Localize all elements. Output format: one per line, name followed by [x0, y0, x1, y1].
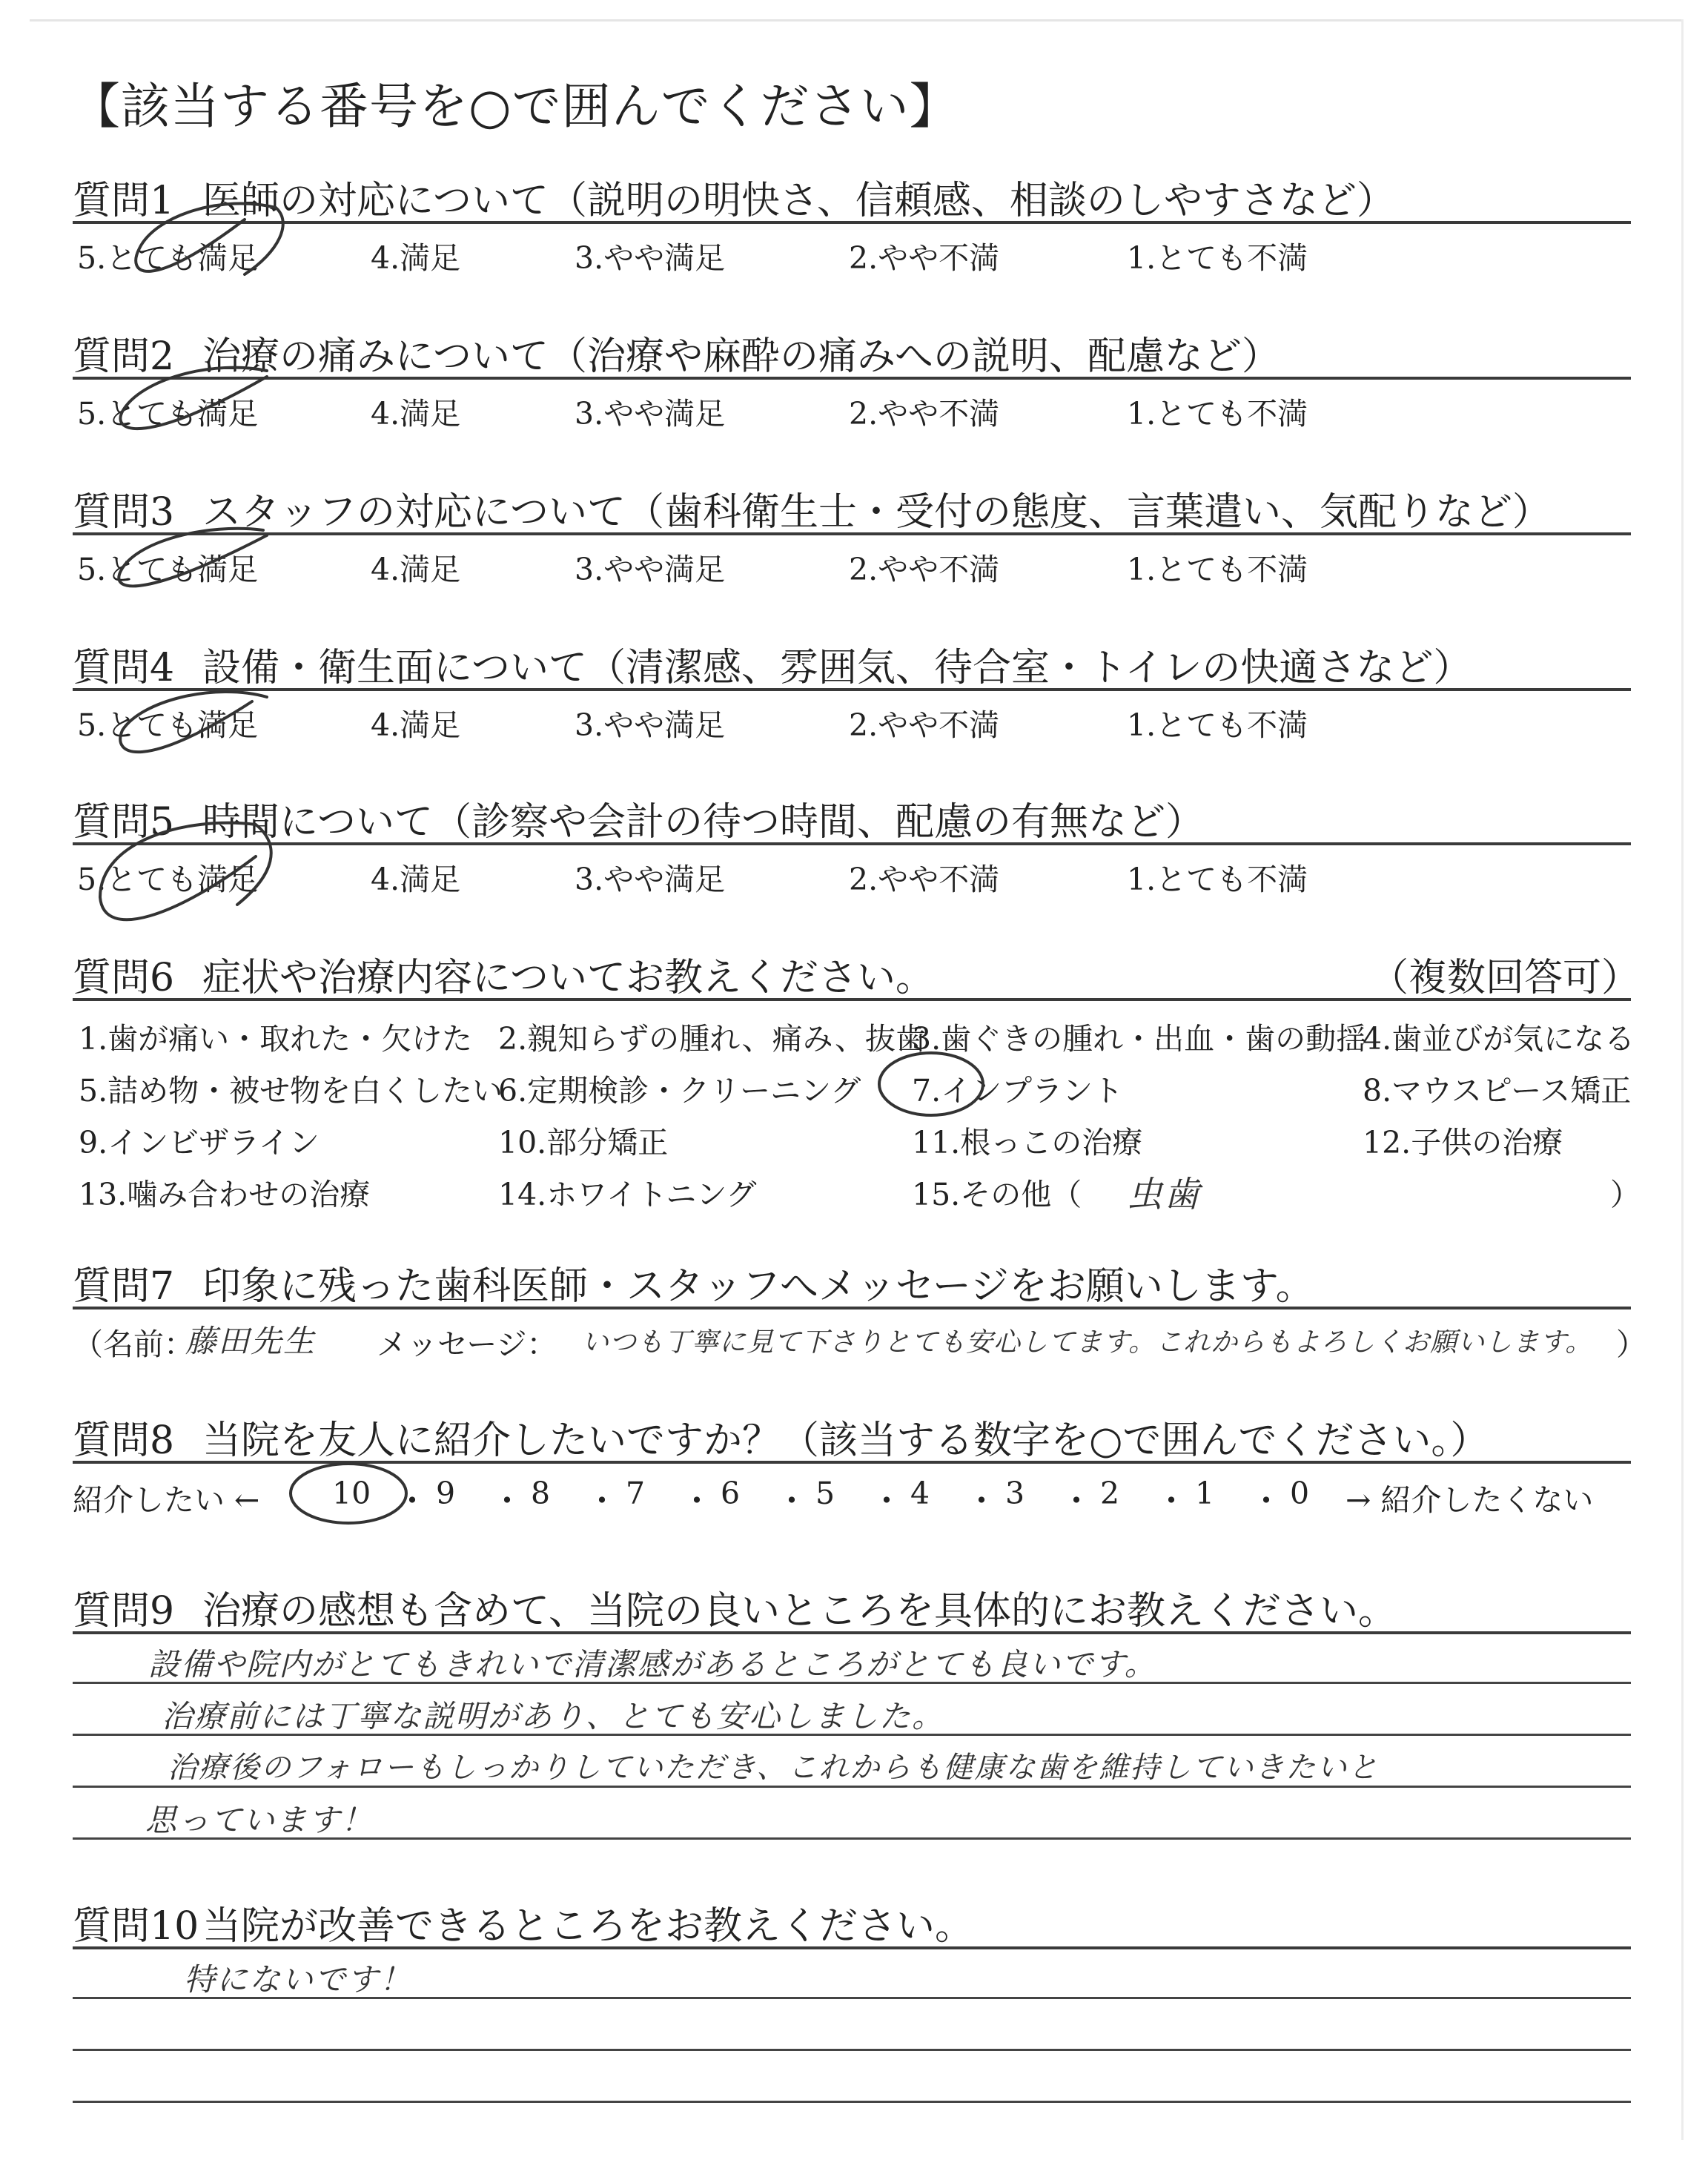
question-number: 質問7 — [73, 1264, 175, 1309]
question-rule — [73, 842, 1631, 845]
improvement-answer[interactable]: 特にないです！ — [184, 1961, 413, 1998]
question-2 — [73, 325, 1280, 380]
q1-option-3[interactable]: 3.やや満足 — [575, 240, 726, 276]
scale-1[interactable]: 1 — [1195, 1476, 1215, 1511]
q3-option-5[interactable]: 5.とても満足 — [77, 552, 259, 587]
q5-option-3[interactable]: 3.やや満足 — [575, 862, 726, 897]
answer-line-4[interactable]: 思っています！ — [145, 1802, 374, 1838]
q3-option-2[interactable]: 2.やや不満 — [849, 552, 1000, 587]
q3-option-3[interactable]: 3.やや満足 — [575, 552, 726, 587]
question-number: 質問10 — [73, 1904, 199, 1949]
message-close: ） — [1616, 1327, 1646, 1362]
scale-dot: ・ — [1250, 1482, 1282, 1520]
scan-edge-right — [1681, 19, 1684, 2140]
scale-2[interactable]: 2 — [1100, 1476, 1120, 1511]
q6-option-10[interactable]: 10.部分矯正 — [498, 1125, 669, 1160]
q3-option-1[interactable]: 1.とても不満 — [1127, 552, 1308, 587]
multiple-answers-note: （複数回答可） — [1370, 956, 1641, 1000]
q6-option-7[interactable]: 7.インプラント — [912, 1073, 1124, 1109]
scale-dot: ・ — [681, 1482, 713, 1520]
question-text: 当院が改善できるところをお教えください。 — [202, 1904, 974, 1949]
question-10 — [73, 1895, 973, 1950]
question-5 — [73, 790, 1204, 846]
q4-option-4[interactable]: 4.満足 — [371, 707, 461, 743]
instructions-header: 【該当する番号を○で囲んでください】 — [71, 78, 959, 135]
scale-dot: ・ — [1060, 1482, 1093, 1520]
question-4 — [73, 636, 1472, 692]
answer-line-2[interactable]: 治療前には丁寧な説明があり、とても安心しました。 — [162, 1698, 945, 1734]
q1-option-4[interactable]: 4.満足 — [371, 240, 461, 276]
answer-line-1[interactable]: 設備や院内がとてもきれいで清潔感があるところがとても良いです。 — [148, 1646, 1157, 1682]
question-rule — [73, 221, 1631, 224]
question-text: 医師の対応について（説明の明快さ、信頼感、相談のしやすさなど） — [202, 179, 1395, 223]
scale-5[interactable]: 5 — [815, 1476, 835, 1511]
question-number: 質問9 — [73, 1589, 175, 1634]
scale-dot: ・ — [870, 1482, 903, 1520]
scale-10[interactable]: 10 — [332, 1476, 371, 1511]
scale-dot: ・ — [775, 1482, 808, 1520]
question-text: 治療の感想も含めて、当院の良いところを具体的にお教えください。 — [202, 1589, 1397, 1634]
question-text: 当院を友人に紹介したいですか？（該当する数字を○で囲んでください。） — [202, 1418, 1489, 1463]
q5-option-5[interactable]: 5.とても満足 — [77, 862, 259, 897]
question-rule — [73, 1307, 1631, 1309]
q4-option-5[interactable]: 5.とても満足 — [77, 707, 259, 743]
question-rule — [73, 377, 1631, 380]
scale-dot: ・ — [1155, 1482, 1188, 1520]
question-rule — [73, 1631, 1631, 1634]
scale-7[interactable]: 7 — [626, 1476, 646, 1511]
question-rule — [73, 1461, 1631, 1464]
recommend-label-right: → 紹介したくない — [1345, 1482, 1594, 1518]
question-1 — [73, 169, 1395, 225]
q6-option-4[interactable]: 4.歯並びが気になる — [1363, 1021, 1635, 1057]
q2-option-5[interactable]: 5.とても満足 — [77, 396, 259, 432]
question-rule — [73, 1946, 1631, 1949]
scale-dot: ・ — [586, 1482, 618, 1520]
q5-option-2[interactable]: 2.やや不満 — [849, 862, 1000, 897]
question-text: 設備・衛生面について（清潔感、雰囲気、待合室・トイレの快適さなど） — [202, 646, 1472, 690]
question-6 — [73, 946, 934, 1002]
name-label: （名前： — [73, 1327, 194, 1362]
q6-other-close: ） — [1610, 1177, 1641, 1212]
q4-option-2[interactable]: 2.やや不満 — [849, 707, 1000, 743]
scale-6[interactable]: 6 — [721, 1476, 741, 1511]
question-text: 時間について（診察や会計の待つ時間、配慮の有無など） — [202, 800, 1204, 845]
question-9 — [73, 1579, 1397, 1635]
question-number: 質問3 — [73, 490, 175, 535]
q6-option-2[interactable]: 2.親知らずの腫れ、痛み、抜歯 — [498, 1021, 927, 1057]
question-7 — [73, 1255, 1314, 1310]
question-rule — [73, 998, 1631, 1001]
q6-option-14[interactable]: 14.ホワイトニング — [498, 1177, 757, 1212]
scale-9[interactable]: 9 — [436, 1476, 456, 1511]
q2-option-4[interactable]: 4.満足 — [371, 396, 461, 432]
question-rule — [73, 532, 1631, 535]
question-number: 質問4 — [73, 646, 175, 690]
q1-option-1[interactable]: 1.とても不満 — [1127, 240, 1308, 276]
scale-4[interactable]: 4 — [910, 1476, 930, 1511]
scale-dot: ・ — [396, 1482, 428, 1520]
q3-option-4[interactable]: 4.満足 — [371, 552, 461, 587]
scale-3[interactable]: 3 — [1005, 1476, 1025, 1511]
q6-option-6[interactable]: 6.定期検診・クリーニング — [498, 1073, 861, 1109]
q2-option-1[interactable]: 1.とても不満 — [1127, 396, 1308, 432]
writing-line — [73, 2101, 1631, 2103]
scale-0[interactable]: 0 — [1290, 1476, 1310, 1511]
question-number: 質問1 — [73, 179, 175, 223]
question-number: 質問5 — [73, 800, 175, 845]
q2-option-2[interactable]: 2.やや不満 — [849, 396, 1000, 432]
q6-option-9[interactable]: 9.インビザライン — [79, 1125, 320, 1160]
question-8 — [73, 1409, 1489, 1464]
scale-dot: ・ — [965, 1482, 998, 1520]
writing-line — [73, 2049, 1631, 2051]
question-text: スタッフの対応について（歯科衛生士・受付の態度、言葉遣い、気配りなど） — [202, 490, 1551, 535]
question-text: 治療の痛みについて（治療や麻酔の痛みへの説明、配慮など） — [202, 334, 1280, 379]
q6-option-1[interactable]: 1.歯が痛い・取れた・欠けた — [79, 1021, 473, 1057]
q4-option-3[interactable]: 3.やや満足 — [575, 707, 726, 743]
q6-other-answer[interactable]: 虫歯 — [1127, 1174, 1202, 1215]
q5-option-4[interactable]: 4.満足 — [371, 862, 461, 897]
q6-option-5[interactable]: 5.詰め物・被せ物を白くしたい — [79, 1073, 503, 1109]
question-number: 質問2 — [73, 334, 175, 379]
q6-option-3[interactable]: 3.歯ぐきの腫れ・出血・歯の動揺 — [912, 1021, 1367, 1057]
answer-line-3[interactable]: 治療後のフォローもしっかりしていただき、これからも健康な歯を維持していきたいと — [168, 1751, 1380, 1785]
message-field[interactable]: いつも丁寧に見て下さりとても安心してます。これからもよろしくお願いします。 — [582, 1327, 1593, 1358]
question-3 — [73, 480, 1551, 536]
q1-option-5[interactable]: 5.とても満足 — [77, 240, 259, 276]
q4-option-1[interactable]: 1.とても不満 — [1127, 707, 1308, 743]
q2-option-3[interactable]: 3.やや満足 — [575, 396, 726, 432]
scale-dot: ・ — [491, 1482, 523, 1520]
message-label: メッセージ： — [377, 1327, 557, 1362]
question-rule — [73, 688, 1631, 691]
question-text: 印象に残った歯科医師・スタッフへメッセージをお願いします。 — [202, 1264, 1314, 1309]
question-text: 症状や治療内容についてお教えください。 — [202, 956, 934, 1000]
question-number: 質問8 — [73, 1418, 175, 1463]
q6-option-8[interactable]: 8.マウスピース矯正 — [1363, 1073, 1632, 1109]
q1-option-2[interactable]: 2.やや不満 — [849, 240, 1000, 276]
recommend-label-left: 紹介したい ← — [73, 1482, 260, 1518]
q6-option-12[interactable]: 12.子供の治療 — [1363, 1125, 1563, 1160]
question-number: 質問6 — [73, 956, 175, 1000]
scan-edge-top — [30, 19, 1683, 22]
q5-option-1[interactable]: 1.とても不満 — [1127, 862, 1308, 897]
q6-option-13[interactable]: 13.噛み合わせの治療 — [79, 1177, 371, 1212]
q6-option-15[interactable]: 15.その他（ — [912, 1177, 1082, 1212]
staff-name-field[interactable]: 藤田先生 — [185, 1323, 317, 1359]
q6-option-11[interactable]: 11.根っこの治療 — [912, 1125, 1143, 1160]
scale-8[interactable]: 8 — [531, 1476, 551, 1511]
